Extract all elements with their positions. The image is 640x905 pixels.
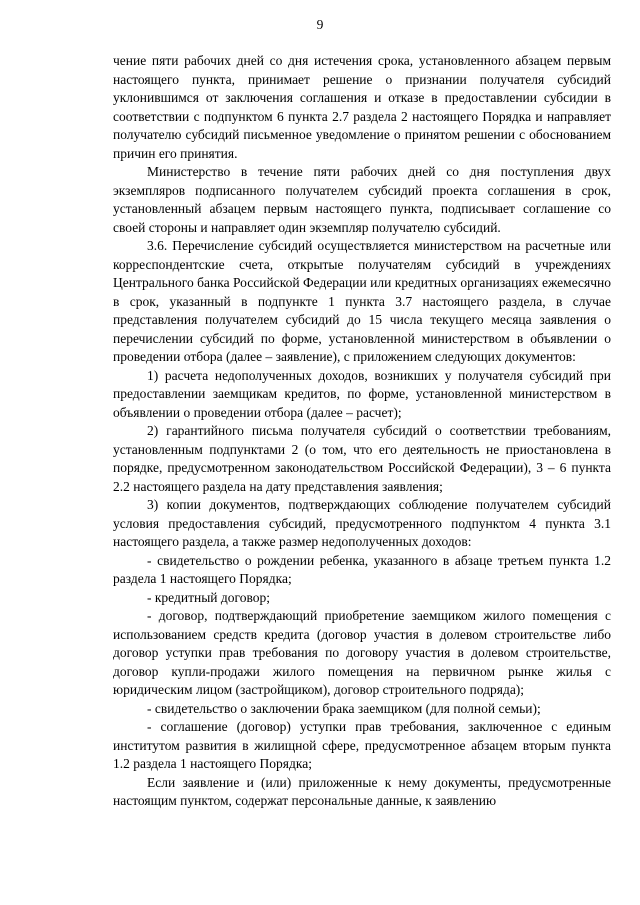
bullet-birth-certificate: - свидетельство о рождении ребенка, указанного в абзаце третьем пункта 1.2 раздела 1 настоящего Порядка; [113, 552, 611, 586]
list-item-1: 1) расчета недополученных доходов, возникших у получателя субсидий при предоставлении заемщикам кредитов, по форме, установленной министерством в объявлении о проведении отбора (далее – расчет); [113, 367, 611, 420]
bullet-marriage-certificate: - свидетельство о заключении брака заемщиком (для полной семьи); [147, 700, 541, 716]
document-body [113, 52, 611, 811]
paragraph-personal-data: Если заявление и (или) приложенные к нему документы, предусмотренные настоящим пунктом, содержат персональные данные, к заявлению [113, 774, 611, 808]
paragraph-signing: Министерство в течение пяти рабочих дней со дня поступления двух экземпляров подписанного получателем субсидий проекта соглашения в срок, установленный абзацем первым настоящего пункта, подписывает соглашение со своей стороны и направляет один экземпляр получателю субсидий. [113, 164, 611, 235]
page-number: 9 [316, 17, 324, 32]
list-item-3: 3) копии документов, подтверждающих соблюдение получателем субсидий условия предоставления субсидий, предусмотренного подпунктом 4 пункта 3.1 настоящего раздела, а также размер недополученных доходов: [113, 497, 611, 549]
bullet-credit-agreement: - кредитный договор; [147, 589, 270, 605]
list-item-2: 2) гарантийного письма получателя субсидий о соответствии требованиям, установленным подпунктами 2 (о том, что его деятельность не приостановлена в порядке, предусмотренном законодательством Российской Федерации), 3 – 6 пункта 2.2 настоящего раздела на дату представления заявления; [113, 423, 611, 494]
bullet-assignment-agreement: - соглашение (договор) уступки прав требования, заключенное с единым институтом развития в жилищной сфере, предусмотренное абзацем вторым пункта 1.2 раздела 1 настоящего Порядка; [113, 719, 611, 771]
bullet-purchase-agreement: - договор, подтверждающий приобретение заемщиком жилого помещения с использованием средств кредита (договор участия в долевом строительстве либо договор уступки прав требования по договору участия в долевом строительстве, договор купли-продажи жилого помещения на первичном рынке жилья с юридическим лицом (застройщиком), договор строительного подряда); [113, 608, 611, 697]
paragraph-3-6: 3.6. Перечисление субсидий осуществляется министерством на расчетные или корреспондентские счета, открытые получателям субсидий в учреждениях Центрального банка Российской Федерации или кредитных организациях ежемесячно в срок, указанный в подпункте 1 пункта 3.7 настоящего раздела, в случае представления получателем субсидий до 15 числа текущего месяца заявления о перечислении субсидий по форме, установленной министерством в объявлении о проведении отбора (далее – заявление), с приложением следующих документов: [113, 238, 611, 364]
paragraph-continuation: чение пяти рабочих дней со дня истечения срока, установленного абзацем первым настоящего пункта, принимает решение о признании получателя субсидий уклонившимся от заключения соглашения и отказе в предоставлении субсидии в соответствии с подпунктом 6 пункта 2.7 раздела 2 настоящего Порядка и направляет получателю субсидий письменное уведомление о принятом решении с обоснованием причин его принятия. [113, 53, 611, 161]
